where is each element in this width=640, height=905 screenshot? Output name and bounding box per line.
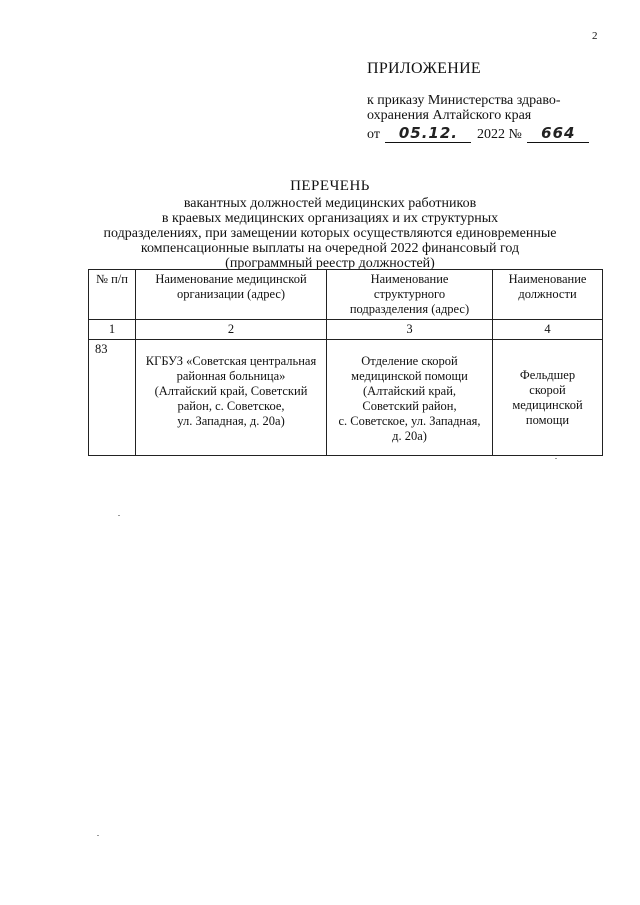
page-number: 2 (592, 30, 598, 42)
column-number: 2 (136, 320, 327, 340)
column-number: 1 (89, 320, 136, 340)
document-heading (40, 178, 620, 271)
heading-line-3: подразделениях, при замещении которых осуществляются единовременные (103, 226, 557, 241)
scan-speck (118, 515, 120, 516)
header-position: Наименование должности (493, 270, 603, 320)
appendix-line-1: к приказу Министерства здраво- (367, 93, 561, 108)
header-department: Наименование структурного подразделения (адрес) (327, 270, 493, 320)
date-prefix: от (367, 127, 380, 142)
appendix-block (367, 60, 607, 144)
header-organization: Наименование медицинской организации (адрес) (136, 270, 327, 320)
scan-speck (555, 458, 557, 459)
appendix-title: ПРИЛОЖЕНИЕ (367, 60, 482, 77)
heading-line-5: (программный реестр должностей) (225, 256, 435, 271)
header-number: № п/п (89, 270, 136, 320)
column-number-row (89, 320, 603, 340)
heading-line-4: компенсационные выплаты на очередной 2022 финансовый год (140, 241, 520, 256)
scan-speck (97, 835, 99, 836)
column-number: 3 (327, 320, 493, 340)
handwritten-date: 05.12. (385, 124, 471, 143)
positions-table (88, 269, 603, 456)
heading-line-2: в краевых медицинских организациях и их структурных (161, 211, 499, 226)
table-header-row (89, 270, 603, 320)
year-number-label: 2022 № (476, 127, 522, 142)
position-cell: Фельдшер скорой медицинской помощи (493, 340, 603, 456)
heading-line-1: вакантных должностей медицинских работников (183, 196, 477, 211)
order-date-line (367, 124, 607, 144)
row-number: 83 (89, 340, 136, 456)
heading-title: ПЕРЕЧЕНЬ (290, 178, 370, 194)
table-row (89, 340, 603, 456)
department-cell: Отделение скорой медицинской помощи (Алтайский край, Советский район, с. Советское, ул. Западная, д. 20а) (327, 340, 493, 456)
organization-cell: КГБУЗ «Советская центральная районная больница» (Алтайский край, Советский район, с. Советское, ул. Западная, д. 20а) (136, 340, 327, 456)
column-number: 4 (493, 320, 603, 340)
appendix-line-2: охранения Алтайского края (367, 108, 532, 123)
handwritten-order-number: 664 (527, 124, 589, 143)
